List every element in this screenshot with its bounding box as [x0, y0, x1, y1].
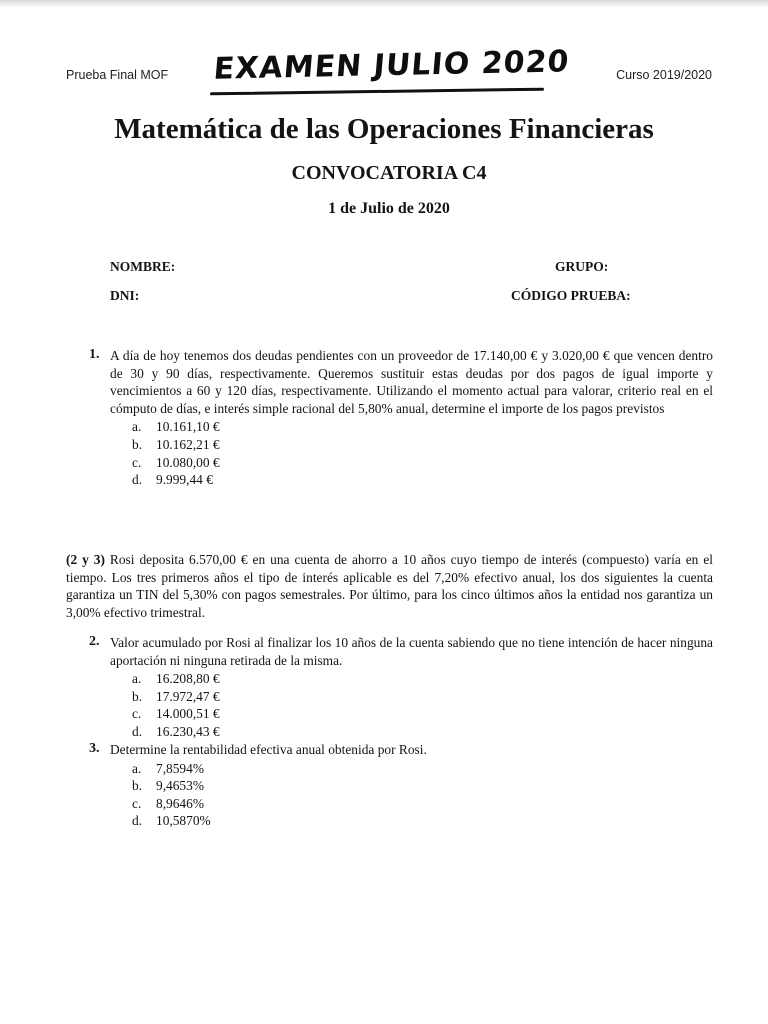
handwritten-underline — [210, 88, 544, 96]
case-label: (2 y 3) — [66, 552, 105, 567]
option-letter: d. — [132, 813, 143, 829]
option-text: 10.080,00 € — [156, 454, 220, 470]
option-letter: a. — [132, 419, 142, 435]
question-1-text: A día de hoy tenemos dos deudas pendientes con un proveedor de 17.140,00 € y 3.020,00 € que vencen dentro de 30 y 90 días, respectivamente. Queremos sustituir estas deudas por dos pagos de igual importe y vencimientos a 60 y 120 días, respectivamente. Utilizando el momento actual para valorar, criterio real en el cómputo de días, e interés simple racional del 5,80% anual, determine el importe de los pagos previstos — [110, 348, 713, 416]
question-3-text: Determine la rentabilidad efectiva anual obtenida por Rosi. — [110, 742, 427, 757]
option-text: 9,4653% — [156, 778, 204, 794]
question-1-options — [110, 418, 713, 488]
option-text: 9.999,44 € — [156, 472, 213, 488]
option-letter: c. — [132, 454, 142, 470]
option-letter: d. — [132, 723, 143, 739]
option-letter: c. — [132, 706, 142, 722]
case-text: Rosi deposita 6.570,00 € en una cuenta de ahorro a 10 años cuyo tiempo de interés (compuesto) varía en el tiempo. Los tres primeros años el tipo de interés aplicable es del 7,20% efectivo anual, los dos siguientes la cuenta garantiza un TIN del 5,30% con pagos semestrales. Por último, para los cinco últimos años la entidad nos garantiza un 3,00% efectivo trimestral. — [66, 552, 713, 620]
question-3-number: 3. — [89, 741, 100, 756]
option-letter: c. — [132, 795, 142, 811]
option-text: 17.972,47 € — [156, 688, 220, 704]
option-text: 14.000,51 € — [156, 706, 220, 722]
option-text: 8,9646% — [156, 795, 204, 811]
option-text: 10,5870% — [156, 813, 211, 829]
option-text: 16.230,43 € — [156, 723, 220, 739]
option — [132, 777, 713, 795]
option — [132, 812, 713, 830]
question-2 — [110, 634, 713, 741]
option — [132, 436, 713, 454]
question-3 — [110, 741, 713, 830]
field-nombre: NOMBRE: — [110, 259, 176, 274]
option-text: 16.208,80 € — [156, 671, 220, 687]
scan-edge — [0, 0, 768, 8]
option-letter: d. — [132, 472, 143, 488]
option — [132, 670, 713, 688]
option-text: 10.161,10 € — [156, 419, 220, 435]
handwritten-annotation: EXAMEN JULIO 2020 — [212, 44, 571, 87]
option — [132, 454, 713, 472]
header-left-label: Prueba Final MOF — [66, 68, 169, 82]
option-letter: a. — [132, 671, 142, 687]
option — [132, 418, 713, 436]
question-2-text: Valor acumulado por Rosi al finalizar los 10 años de la cuenta sabiendo que no tiene intención de hacer ninguna aportación ni ninguna retirada de la misma. — [110, 635, 713, 668]
document-subtitle: CONVOCATORIA C4 — [291, 162, 487, 184]
option-text: 7,8594% — [156, 760, 204, 776]
option — [132, 795, 713, 813]
question-1-number: 1. — [89, 347, 100, 362]
option — [132, 471, 713, 489]
question-2-number: 2. — [89, 634, 100, 649]
option — [132, 688, 713, 706]
question-2-options — [110, 670, 713, 740]
field-codigo-prueba: CÓDIGO PRUEBA: — [511, 288, 631, 303]
option-text: 10.162,21 € — [156, 436, 220, 452]
field-dni: DNI: — [110, 288, 140, 303]
field-grupo: GRUPO: — [555, 259, 609, 274]
option-letter: a. — [132, 760, 142, 776]
option — [132, 705, 713, 723]
option-letter: b. — [132, 688, 143, 704]
option — [132, 760, 713, 778]
option-letter: b. — [132, 436, 143, 452]
option-letter: b. — [132, 778, 143, 794]
question-1 — [110, 347, 713, 489]
question-3-options — [110, 760, 713, 830]
header-right-label: Curso 2019/2020 — [616, 68, 712, 82]
option — [132, 723, 713, 741]
document-title: Matemática de las Operaciones Financieras — [114, 113, 654, 145]
exam-date: 1 de Julio de 2020 — [328, 200, 450, 217]
case-statement — [66, 551, 713, 621]
